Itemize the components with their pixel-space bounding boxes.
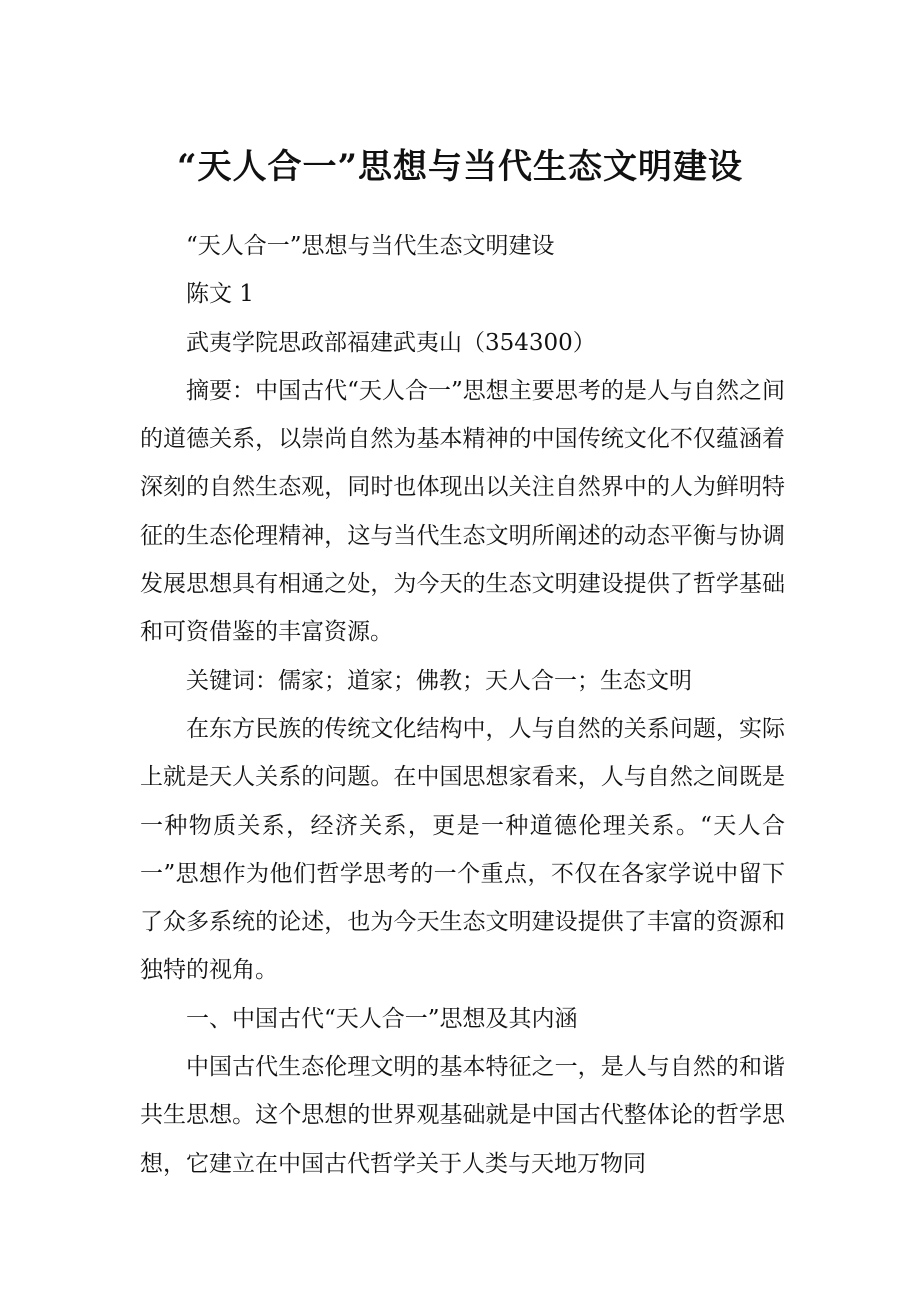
section-paragraph: 中国古代生态伦理文明的基本特征之一，是人与自然的和谐共生思想。这个思想的世界观基础就是中国古代整体论的哲学思想，它建立在中国古代哲学关于人类与天地万物同 [140, 1054, 785, 1177]
author-paragraph: 陈文 1 [186, 281, 254, 308]
document-title: “天人合一”思想与当代生态文明建设 [176, 147, 744, 187]
subtitle-paragraph: “天人合一”思想与当代生态文明建设 [186, 233, 555, 259]
section-heading: 一、中国古代“天人合一”思想及其内涵 [186, 1005, 578, 1032]
intro-paragraph: 在东方民族的传统文化结构中，人与自然的关系问题，实际上就是天人关系的问题。在中国思想家看来，人与自然之间既是一种物质关系，经济关系，更是一种道德伦理关系。“天人合一”思想作为他们哲学思考的一个重点，不仅在各家学说中留下了众多系统的论述，也为今天生态文明建设提供了丰富的资源和独特的视角。 [140, 715, 785, 984]
keywords-paragraph: 关键词：儒家；道家；佛教；天人合一；生态文明 [186, 667, 692, 694]
affiliation-paragraph: 武夷学院思政部福建武夷山（354300） [186, 329, 596, 356]
document-body [140, 222, 785, 1188]
abstract-paragraph: 摘要：中国古代“天人合一”思想主要思考的是人与自然之间的道德关系，以崇尚自然为基本精神的中国传统文化不仅蕴涵着深刻的自然生态观，同时也体现出以关注自然界中的人为鲜明特征的生态伦理精神，这与当代生态文明所阐述的动态平衡与协调发展思想具有相通之处，为今天的生态文明建设提供了哲学基础和可资借鉴的丰富资源。 [140, 377, 785, 646]
